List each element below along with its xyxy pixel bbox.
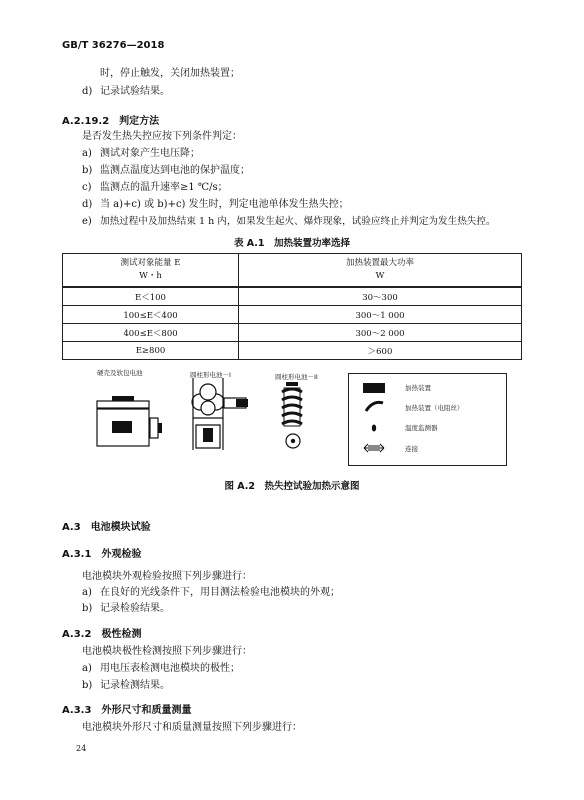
section-intro: 电池模块外形尺寸和质量测量按照下列步骤进行： <box>82 722 302 733</box>
table-cell-energy: 100≤E＜400 <box>63 306 239 324</box>
section-number: A.2.19.2 <box>62 116 110 127</box>
hard-shell-battery-diagram <box>97 396 162 446</box>
legend-label: 加热装置 <box>405 384 431 392</box>
heater-wire-coil <box>282 389 302 424</box>
page-header <box>62 40 164 51</box>
section-number: A.3 <box>62 522 81 533</box>
section-intro: 是否发生热失控应按下列条件判定： <box>82 131 242 142</box>
section-number: A.3.1 <box>62 549 92 560</box>
section-heading <box>62 701 191 716</box>
cylinder-cap <box>286 382 298 386</box>
table-row <box>63 342 522 360</box>
temperature-sensor-dot <box>291 439 295 443</box>
continuation-line: 时，停止触发，关闭加热装置； <box>100 68 240 79</box>
figure-label-cylinder-1: 圆柱形电池－I <box>190 371 231 379</box>
connector-arm <box>224 398 246 408</box>
legend-sensor-symbol <box>372 425 376 432</box>
list-mark: a) <box>82 663 92 674</box>
table-row <box>63 306 522 324</box>
legend-heater-symbol <box>363 383 385 393</box>
power-table <box>62 253 522 360</box>
section-heading <box>62 545 141 560</box>
section-title: 电池模块试验 <box>90 522 151 533</box>
section-heading <box>62 625 141 640</box>
list-mark: e) <box>82 216 92 227</box>
cylinder-bottom-view <box>286 434 300 448</box>
shell-battery-body <box>97 409 149 446</box>
legend-wire-symbol <box>366 402 383 411</box>
heater-block <box>112 421 132 433</box>
list-mark: d) <box>82 86 93 97</box>
list-item-text: 在良好的光线条件下，用目测法检验电池模块的外观； <box>100 587 340 598</box>
section-heading <box>62 112 159 127</box>
standard-year: 2018 <box>136 40 165 51</box>
list-item-text: 监测点温度达到电池的保护温度； <box>100 165 250 176</box>
heater-top-bar <box>112 396 134 401</box>
section-title: 判定方法 <box>119 116 160 127</box>
table-header-cell <box>239 254 522 288</box>
list-mark: a) <box>82 587 92 598</box>
header-text: 加热装置最大功率 <box>345 258 414 268</box>
cell-circle <box>200 384 216 400</box>
page-number: 24 <box>76 744 87 753</box>
section-number: A.3.3 <box>62 705 92 716</box>
section-title: 外观检验 <box>101 549 142 560</box>
list-mark: a) <box>82 148 92 159</box>
figure-label-shell: 硬壳及软包电池 <box>97 369 143 377</box>
table-cell-energy: E＜100 <box>63 287 239 306</box>
list-item-text: 加热过程中及加热结束 1 h 内，如果发生起火、爆炸现象，试验应终止并判定为发生热失控。 <box>100 216 496 227</box>
heater-block <box>236 399 248 407</box>
table-header-cell <box>63 254 239 288</box>
list-item-text: 当 a)+c) 或 b)+c) 发生时，判定电池单体发生热失控； <box>100 199 349 210</box>
shell-clamp-plate <box>97 401 149 408</box>
list-item-text: 记录试验结果。 <box>100 86 170 97</box>
heater-block <box>203 428 213 442</box>
list-mark: c) <box>82 182 92 193</box>
section-title: 外形尺寸和质量测量 <box>101 705 192 716</box>
list-mark: b) <box>82 165 93 176</box>
table-header-row <box>63 254 522 288</box>
side-connector-cap <box>158 423 162 433</box>
side-connector <box>150 418 158 438</box>
clamp-frame <box>193 378 223 450</box>
clamp-frame-base <box>193 418 223 448</box>
table-cell-power: 30～300 <box>239 287 522 306</box>
table-cell-energy: 400≤E＜800 <box>63 324 239 342</box>
list-item-text: 监测点的温升速率≥1 ℃/s； <box>100 182 228 193</box>
header-dash: — <box>126 40 137 51</box>
table-caption: 表 A.1 加热装置功率选择 <box>233 238 351 249</box>
header-text: 测试对象能量 E <box>120 258 181 268</box>
table-row <box>63 324 522 342</box>
table-cell-power: 300～2 000 <box>239 324 522 342</box>
cylinder-body <box>284 388 300 426</box>
list-mark: b) <box>82 680 93 691</box>
figure-legend <box>348 373 507 466</box>
list-mark: d) <box>82 199 93 210</box>
figure-label-cylinder-2: 圆柱形电池－II <box>275 373 318 381</box>
legend-connect-symbol <box>364 444 384 452</box>
section-title: 极性检测 <box>101 629 142 640</box>
section-heading <box>62 518 151 533</box>
figure-caption: 图 A.2 热失控试验加热示意图 <box>224 481 360 492</box>
table-cell-power: ＞600 <box>239 342 522 360</box>
header-unit: W <box>375 271 385 281</box>
cylinder-battery-1-diagram <box>192 378 248 450</box>
list-item-text: 记录检测结果。 <box>100 680 170 691</box>
table-row <box>63 287 522 306</box>
cell-circle <box>201 401 215 415</box>
legend-label: 温度监测器 <box>405 424 438 432</box>
legend-label: 连接 <box>405 445 418 453</box>
list-item-text: 测试对象产生电压降； <box>100 148 200 159</box>
table-cell-energy: E≥800 <box>63 342 239 360</box>
cylinder-battery-2-diagram <box>282 382 302 448</box>
section-intro: 电池模块外观检验按照下列步骤进行： <box>82 571 252 582</box>
header-unit: W・h <box>139 271 162 281</box>
legend-label: 加热装置（电阻丝） <box>405 404 464 412</box>
section-intro: 电池模块极性检测按照下列步骤进行： <box>82 646 252 657</box>
list-item-text: 用电压表检测电池模块的极性； <box>100 663 240 674</box>
cell-circle <box>192 394 208 410</box>
standard-code: GB/T 36276 <box>62 40 127 51</box>
section-number: A.3.2 <box>62 629 92 640</box>
table-cell-power: 300～1 000 <box>239 306 522 324</box>
list-item-text: 记录检验结果。 <box>100 603 170 614</box>
cell-circle <box>208 394 224 410</box>
list-mark: b) <box>82 603 93 614</box>
